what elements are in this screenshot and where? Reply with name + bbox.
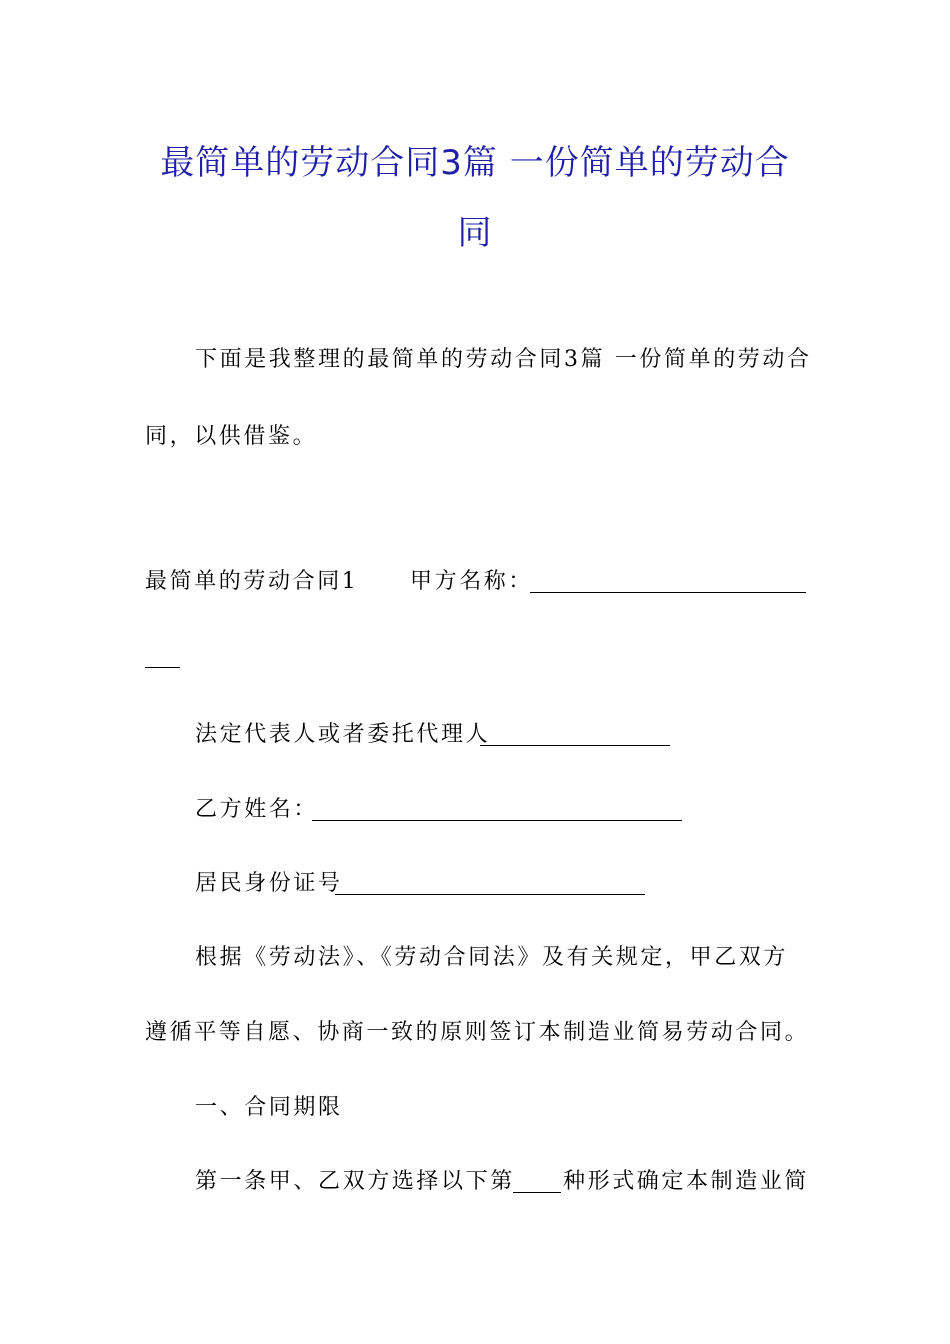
intro-paragraph-line-1: 下面是我整理的最简单的劳动合同3篇 一份简单的劳动合: [195, 347, 812, 372]
representative-blank: [480, 723, 670, 746]
id-number-row: [195, 869, 343, 899]
id-number-blank: [335, 872, 645, 895]
party-b-row: [195, 795, 318, 825]
article-1-choice-blank: [513, 1170, 561, 1193]
intro-paragraph-line-2: 同，以供借鉴。: [145, 424, 318, 449]
party-a-name-blank: [530, 570, 806, 593]
article-1-suffix: 种形式确定本制造业简: [563, 1169, 810, 1194]
representative-label: 法定代表人或者委托代理人: [195, 722, 491, 747]
party-a-row: [410, 567, 533, 597]
id-number-label: 居民身份证号: [195, 871, 343, 896]
party-a-name-blank-continued: [145, 645, 180, 668]
clause-heading: 一、合同期限: [195, 1095, 343, 1120]
party-a-label: 甲方名称：: [410, 569, 534, 594]
document-title-line-2: 同: [457, 213, 493, 253]
representative-row: [195, 720, 490, 750]
basis-paragraph-line-2: 遵循平等自愿、协商一致的原则签订本制造业简易劳动合同。: [145, 1020, 810, 1045]
article-1-prefix: 第一条甲、乙双方选择以下第: [195, 1169, 515, 1194]
section-heading-text: 最简单的劳动合同1: [145, 569, 359, 594]
basis-paragraph-line-1: 根据《劳动法》、《劳动合同法》及有关规定，甲乙双方: [195, 945, 789, 970]
document-title-line-1: 最简单的劳动合同3篇 一份简单的劳动合: [160, 143, 790, 183]
party-b-name-blank: [312, 798, 682, 821]
party-b-label: 乙方姓名：: [195, 797, 319, 822]
section-heading: [145, 567, 358, 597]
